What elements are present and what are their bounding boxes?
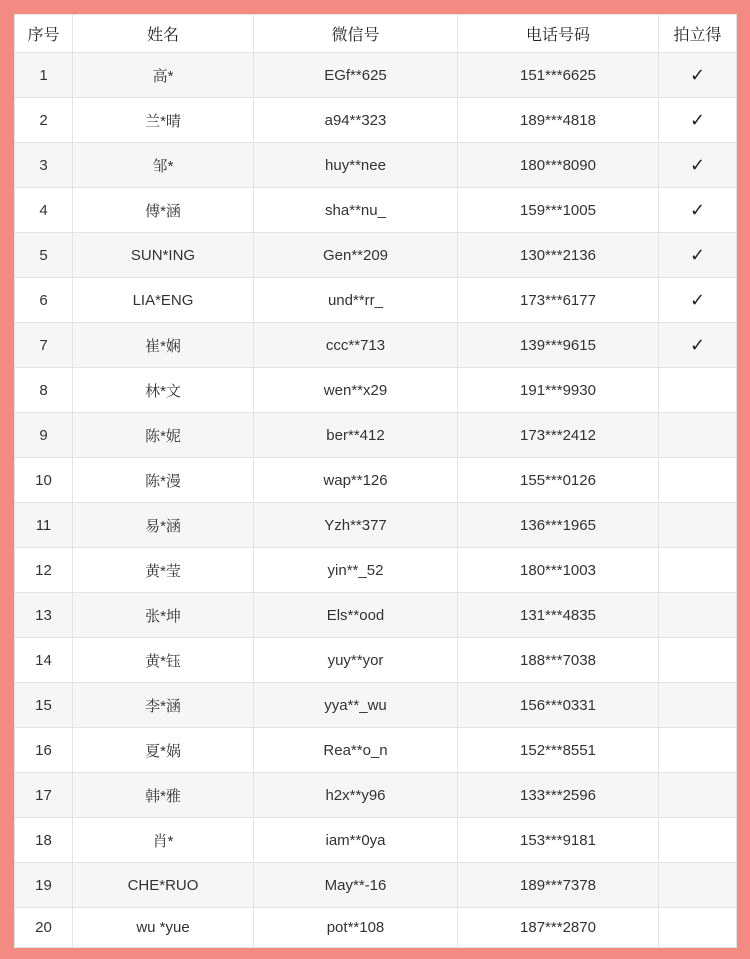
cell-index: 3	[15, 143, 73, 188]
cell-index: 1	[15, 53, 73, 98]
cell-wechat: yin**_52	[254, 548, 458, 593]
cell-index: 11	[15, 503, 73, 548]
winner-table	[14, 14, 737, 948]
cell-instax-mark: ✓	[659, 278, 737, 323]
cell-index: 6	[15, 278, 73, 323]
table-row	[15, 143, 737, 188]
table-row	[15, 773, 737, 818]
cell-instax-mark: ✓	[659, 98, 737, 143]
cell-wechat: ccc**713	[254, 323, 458, 368]
cell-phone: 159***1005	[458, 188, 659, 233]
cell-name: 邹*	[73, 143, 254, 188]
cell-phone: 189***4818	[458, 98, 659, 143]
cell-index: 8	[15, 368, 73, 413]
cell-phone: 152***8551	[458, 728, 659, 773]
cell-instax-mark	[659, 863, 737, 908]
cell-wechat: wen**x29	[254, 368, 458, 413]
cell-instax-mark	[659, 503, 737, 548]
cell-wechat: huy**nee	[254, 143, 458, 188]
table-row	[15, 413, 737, 458]
table-row	[15, 638, 737, 683]
header-instax: 拍立得	[659, 15, 737, 53]
cell-index: 18	[15, 818, 73, 863]
cell-phone: 130***2136	[458, 233, 659, 278]
cell-wechat: und**rr_	[254, 278, 458, 323]
cell-phone: 156***0331	[458, 683, 659, 728]
header-wechat: 微信号	[254, 15, 458, 53]
cell-phone: 187***2870	[458, 908, 659, 948]
cell-wechat: yya**_wu	[254, 683, 458, 728]
table-row	[15, 683, 737, 728]
cell-instax-mark	[659, 548, 737, 593]
table-row	[15, 458, 737, 503]
cell-instax-mark	[659, 683, 737, 728]
cell-phone: 188***7038	[458, 638, 659, 683]
cell-name: 陈*妮	[73, 413, 254, 458]
cell-wechat: wap**126	[254, 458, 458, 503]
cell-name: wu *yue	[73, 908, 254, 948]
table-row	[15, 323, 737, 368]
table-row	[15, 368, 737, 413]
cell-instax-mark: ✓	[659, 143, 737, 188]
cell-phone: 131***4835	[458, 593, 659, 638]
cell-name: 易*涵	[73, 503, 254, 548]
header-index: 序号	[15, 15, 73, 53]
cell-index: 20	[15, 908, 73, 948]
cell-phone: 173***6177	[458, 278, 659, 323]
cell-wechat: EGf**625	[254, 53, 458, 98]
cell-instax-mark: ✓	[659, 323, 737, 368]
cell-phone: 180***8090	[458, 143, 659, 188]
table-row	[15, 233, 737, 278]
cell-instax-mark	[659, 908, 737, 948]
cell-index: 15	[15, 683, 73, 728]
cell-instax-mark	[659, 728, 737, 773]
header-name: 姓名	[73, 15, 254, 53]
cell-name: CHE*RUO	[73, 863, 254, 908]
cell-name: 崔*娴	[73, 323, 254, 368]
cell-instax-mark	[659, 773, 737, 818]
cell-wechat: Els**ood	[254, 593, 458, 638]
cell-name: 林*文	[73, 368, 254, 413]
cell-instax-mark	[659, 413, 737, 458]
table-row	[15, 818, 737, 863]
cell-name: 肖*	[73, 818, 254, 863]
table-row	[15, 908, 737, 948]
cell-name: 黄*钰	[73, 638, 254, 683]
cell-index: 9	[15, 413, 73, 458]
cell-phone: 189***7378	[458, 863, 659, 908]
winner-list-sheet	[14, 14, 736, 944]
cell-index: 17	[15, 773, 73, 818]
cell-wechat: Gen**209	[254, 233, 458, 278]
cell-wechat: May**-16	[254, 863, 458, 908]
cell-wechat: h2x**y96	[254, 773, 458, 818]
cell-instax-mark: ✓	[659, 188, 737, 233]
cell-phone: 136***1965	[458, 503, 659, 548]
cell-name: 黄*莹	[73, 548, 254, 593]
cell-index: 5	[15, 233, 73, 278]
cell-instax-mark	[659, 638, 737, 683]
header-phone: 电话号码	[458, 15, 659, 53]
table-row	[15, 278, 737, 323]
cell-name: SUN*ING	[73, 233, 254, 278]
table-row	[15, 548, 737, 593]
cell-index: 12	[15, 548, 73, 593]
cell-wechat: Yzh**377	[254, 503, 458, 548]
table-row	[15, 503, 737, 548]
cell-instax-mark: ✓	[659, 233, 737, 278]
cell-wechat: yuy**yor	[254, 638, 458, 683]
cell-phone: 133***2596	[458, 773, 659, 818]
cell-index: 16	[15, 728, 73, 773]
cell-name: 张*坤	[73, 593, 254, 638]
table-row	[15, 728, 737, 773]
cell-phone: 151***6625	[458, 53, 659, 98]
cell-phone: 153***9181	[458, 818, 659, 863]
cell-instax-mark	[659, 818, 737, 863]
cell-phone: 180***1003	[458, 548, 659, 593]
cell-name: 李*涵	[73, 683, 254, 728]
cell-name: 韩*雅	[73, 773, 254, 818]
cell-phone: 173***2412	[458, 413, 659, 458]
cell-instax-mark	[659, 368, 737, 413]
cell-index: 4	[15, 188, 73, 233]
cell-name: 兰*晴	[73, 98, 254, 143]
cell-wechat: sha**nu_	[254, 188, 458, 233]
cell-index: 7	[15, 323, 73, 368]
cell-index: 2	[15, 98, 73, 143]
cell-phone: 191***9930	[458, 368, 659, 413]
cell-index: 10	[15, 458, 73, 503]
cell-name: 高*	[73, 53, 254, 98]
table-row	[15, 98, 737, 143]
cell-name: 陈*漫	[73, 458, 254, 503]
table-header-row	[15, 15, 737, 53]
table-row	[15, 593, 737, 638]
cell-phone: 155***0126	[458, 458, 659, 503]
cell-name: LIA*ENG	[73, 278, 254, 323]
cell-instax-mark	[659, 458, 737, 503]
cell-wechat: a94**323	[254, 98, 458, 143]
cell-phone: 139***9615	[458, 323, 659, 368]
cell-instax-mark	[659, 593, 737, 638]
cell-wechat: pot**108	[254, 908, 458, 948]
table-row	[15, 188, 737, 233]
cell-index: 14	[15, 638, 73, 683]
cell-wechat: iam**0ya	[254, 818, 458, 863]
cell-wechat: Rea**o_n	[254, 728, 458, 773]
cell-instax-mark: ✓	[659, 53, 737, 98]
table-row	[15, 863, 737, 908]
cell-wechat: ber**412	[254, 413, 458, 458]
cell-index: 19	[15, 863, 73, 908]
table-row	[15, 53, 737, 98]
cell-name: 夏*娲	[73, 728, 254, 773]
cell-name: 傅*涵	[73, 188, 254, 233]
cell-index: 13	[15, 593, 73, 638]
